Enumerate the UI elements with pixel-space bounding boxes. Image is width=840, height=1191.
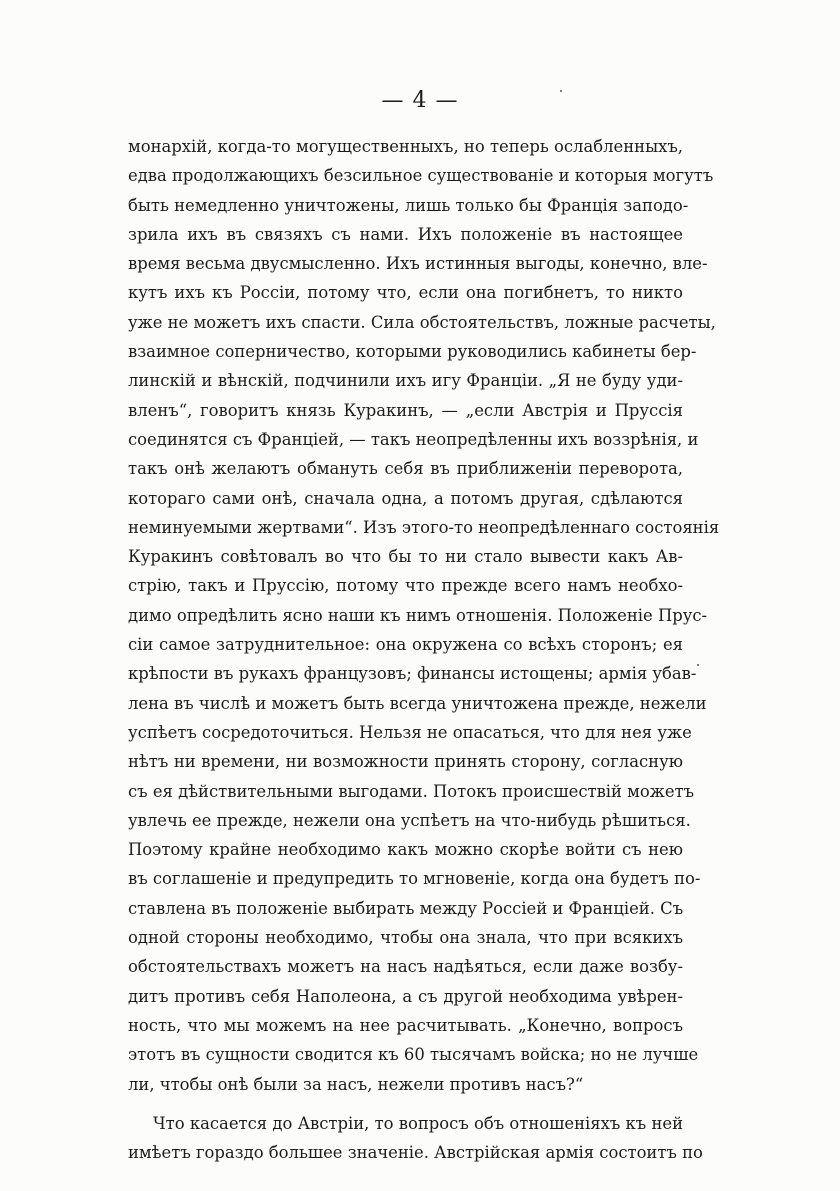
text-line: стрію, такъ и Пруссію, потому что прежде всего намъ необхо- — [128, 576, 683, 596]
paragraph — [128, 132, 720, 1099]
text-line: быть немедленно уничтожены, лишь только бы Франція заподо- — [128, 195, 689, 215]
paragraph — [128, 1109, 703, 1168]
text-line: въ соглашеніе и предупредить то мгновеніе, когда она будетъ по- — [128, 869, 701, 889]
text-line: едва продолжающихъ безсильное существованіе и которыя могутъ — [128, 166, 714, 186]
page-number: — 4 — — [381, 88, 459, 113]
text-line: съ ея дѣйствительными выгодами. Потокъ происшествій можетъ — [128, 781, 695, 801]
text-line: взаимное соперничество, которыми руководились кабинеты бер- — [128, 342, 697, 362]
text-line: Что касается до Австріи, то вопросъ объ отношеніяхъ къ ней — [153, 1113, 683, 1133]
text-line: такъ онѣ желаютъ обмануть себя въ приближеніи переворота, — [128, 459, 683, 479]
scan-speck — [560, 90, 562, 92]
text-line: ли, чтобы онѣ были за насъ, нежели противъ насъ?“ — [128, 1074, 584, 1094]
text-line: димо опредѣлить ясно наши къ нимъ отношенія. Положеніе Прус- — [128, 605, 708, 625]
paragraph-gap — [128, 1099, 683, 1109]
text-line: одной стороны необходимо, чтобы она знала, что при всякихъ — [128, 928, 683, 948]
text-line: кутъ ихъ къ Россіи, потому что, если она погибнетъ, то никто — [128, 283, 683, 303]
text-line: успѣетъ сосредоточиться. Нельзя не опасаться, что для нея уже — [128, 722, 692, 742]
text-line: котораго сами онѣ, сначала одна, а потомъ другая, сдѣлаются — [128, 488, 683, 508]
text-line: вленъ“, говоритъ князь Куракинъ, — „если Австрія и Пруссія — [128, 400, 683, 420]
text-line: Куракинъ совѣтовалъ во что бы то ни стало вывести какъ Ав- — [128, 547, 683, 567]
text-line: соединятся съ Франціей, — такъ неопредѣленны ихъ воззрѣнія, и — [128, 429, 699, 449]
text-line: время весьма двусмысленно. Ихъ истинныя выгоды, конечно, вле- — [128, 254, 708, 274]
text-line: неминуемыми жертвами“. Изъ этого-то неопредѣленнаго состоянія — [128, 517, 720, 537]
text-line: монархій, когда-то могущественныхъ, но теперь ослабленныхъ, — [128, 137, 683, 156]
text-line: крѣпости въ рукахъ французовъ; финансы истощены; армія убав- — [128, 664, 697, 684]
text-line: лена въ числѣ и можетъ быть всегда уничтожена прежде, нежели — [128, 693, 707, 713]
text-line: имѣетъ гораздо большее значеніе. Австрійская армія состоитъ по — [128, 1143, 703, 1163]
text-line: ставлена въ положеніе выбирать между Россіей и Франціей. Съ — [128, 898, 684, 918]
text-line: линскій и вѣнскій, подчинили ихъ игу Франціи. „Я не буду уди- — [128, 371, 683, 391]
text-line: сіи самое затруднительное: она окружена со всѣхъ сторонъ; ея — [128, 635, 683, 655]
text-line: ность, что мы можемъ на нее расчитывать. „Конечно, вопросъ — [128, 1015, 683, 1035]
text-line: увлечь ее прежде, нежели она успѣетъ на что-нибудь рѣшиться. — [128, 810, 691, 830]
text-line: этотъ въ сущности сводится къ 60 тысячамъ войска; но не лучше — [128, 1045, 699, 1065]
scan-speck — [697, 664, 699, 666]
text-line: нѣтъ ни времени, ни возможности принять сторону, согласную — [128, 752, 683, 772]
text-line: дитъ противъ себя Наполеона, а съ другой необходима увѣрен- — [128, 986, 683, 1006]
text-line: обстоятельствахъ можетъ на насъ надѣяться, если даже возбу- — [128, 957, 683, 977]
text-line: Поэтому крайне необходимо какъ можно скорѣе войти съ нею — [128, 840, 683, 860]
text-line: зрила ихъ въ связяхъ съ нами. Ихъ положеніе въ настоящее — [128, 224, 683, 244]
text-line: уже не можетъ ихъ спасти. Сила обстоятельствъ, ложные расчеты, — [128, 312, 716, 332]
body-text — [128, 132, 720, 1167]
